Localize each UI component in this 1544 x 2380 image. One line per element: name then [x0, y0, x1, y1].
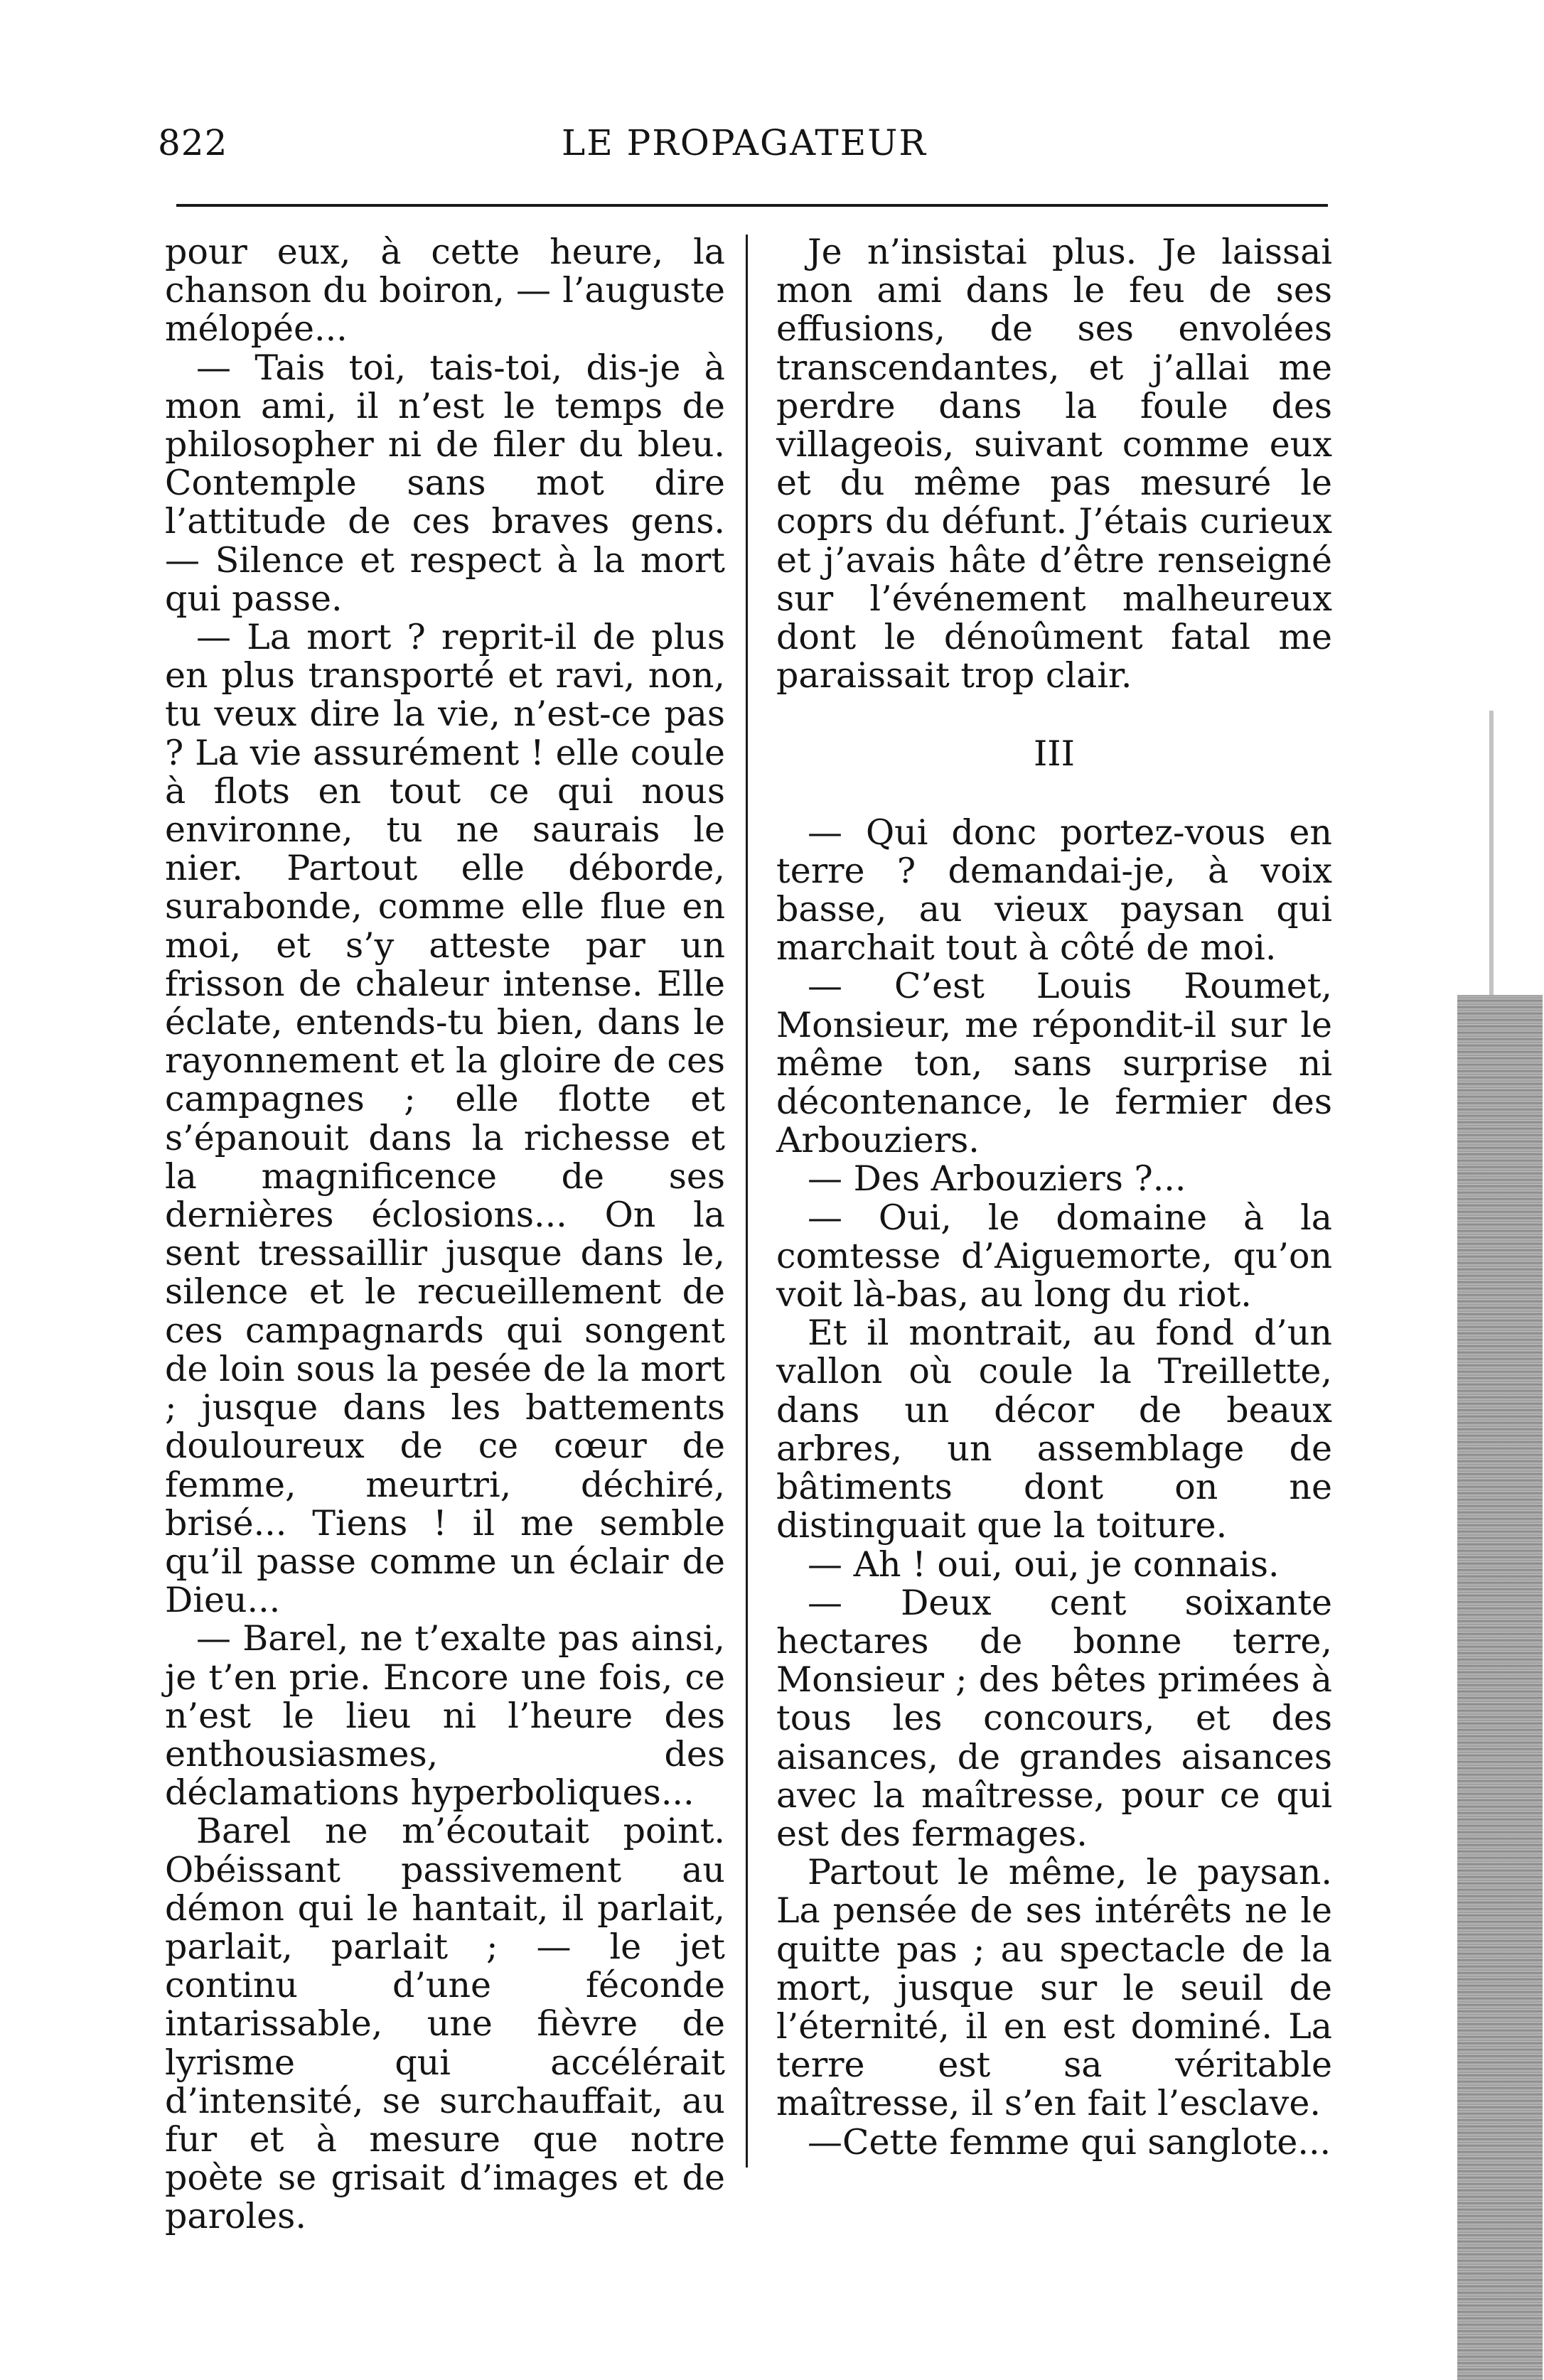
paragraph: — Ah ! oui, oui, je connais. [808, 1544, 1280, 1585]
page-number: 822 [158, 122, 228, 163]
paragraph: — Tais toi, tais-toi, dis-je à mon ami, il n’est le temps de philosopher ni de filer du bleu. Contemple sans mot dire l’attitude de ces braves gens. — Silence et respect à la mort qui passe. [165, 347, 725, 619]
paragraph: pour eux, à cette heure, la chanson du boiron, — l’auguste mélopée... [165, 232, 725, 350]
page-header [158, 114, 1331, 178]
paragraph: Barel ne m’écoutait point. Obéissant passivement au démon qui le hantait, il parlait, parlait, parlait ; — le jet continu d’une féconde intarissable, une fièvre de lyrisme qui accélérait d’intensité, se surchauffait, au fur et à mesure que notre poète se grisait d’images et de paroles. [165, 1811, 725, 2237]
paragraph: — Des Arbouziers ?... [808, 1158, 1186, 1200]
scan-edge-mark [1489, 711, 1494, 995]
paragraph: — Oui, le domaine à la comtesse d’Aiguemorte, qu’on voit là-bas, au long du riot. [776, 1197, 1332, 1315]
column-divider [746, 235, 748, 2168]
running-title: LE PROPAGATEUR [562, 122, 927, 163]
paragraph: Et il montrait, au fond d’un vallon où coule la Treillette, dans un décor de beaux arbres, un assemblage de bâtiments dont on ne distinguait que la toiture. [776, 1313, 1332, 1546]
section-number: III [1033, 733, 1076, 775]
paragraph: Partout le même, le paysan. La pensée de ses intérêts ne le quitte pas ; au spectacle de la mort, jusque sur le seuil de l’éternité, il en est dominé. La terre est sa véritable maîtresse, il s’en fait l’esclave. [776, 1852, 1332, 2124]
paragraph: — Barel, ne t’exalte pas ainsi, je t’en prie. Encore une fois, ce n’est le lieu ni l’heure des enthousiasmes, des déclamations hyperboliques... [165, 1618, 725, 1814]
paragraph: — La mort ? reprit-il de plus en plus transporté et ravi, non, tu veux dire la vie, n’est-ce pas ? La vie assurément ! elle coule à flots en tout ce qui nous environne, tu ne saurais le nier. Partout elle déborde, surabonde, comme elle flue en moi, et s’y atteste par un frisson de chaleur intense. Elle éclate, entends-tu bien, dans le rayonnement et la gloire de ces campagnes ; elle flotte et s’épanouit dans la richesse et la magnificence de ses dernières éclosions... On la sent tressaillir jusque dans le, silence et le recueillement de ces campagnards qui songent de loin sous la pesée de la mort ; jusque dans les battements douloureux de ce cœur de femme, meurtri, déchiré, brisé... Tiens ! il me semble qu’il passe comme un éclair de Dieu... [165, 617, 725, 1621]
paragraph: — Qui donc portez-vous en terre ? demandai-je, à voix basse, au vieux paysan qui marchait tout à côté de moi. [776, 812, 1332, 969]
paragraph: — C’est Louis Roumet, Monsieur, me répondit-il sur le même ton, sans surprise ni décontenance, le fermier des Arbouziers. [776, 966, 1332, 1161]
left-column [165, 233, 725, 2236]
header-rule [176, 204, 1328, 207]
paragraph: —Cette femme qui sanglote... [808, 2121, 1331, 2163]
right-column [776, 233, 1332, 2162]
scan-edge-shadow [1457, 995, 1543, 2380]
paragraph: — Deux cent soixante hectares de bonne terre, Monsieur ; des bêtes primées à tous les concours, et des aisances, de grandes aisances avec la maîtresse, pour ce qui est des fermages. [776, 1582, 1332, 1854]
paragraph: Je n’insistai plus. Je laissai mon ami dans le feu de ses effusions, de ses envolées transcendantes, et j’allai me perdre dans la foule des villageois, suivant comme eux et du même pas mesuré le coprs du défunt. J’étais curieux et j’avais hâte d’être renseigné sur l’événement malheureux dont le dénoûment fatal me paraissait trop clair. [776, 232, 1332, 696]
